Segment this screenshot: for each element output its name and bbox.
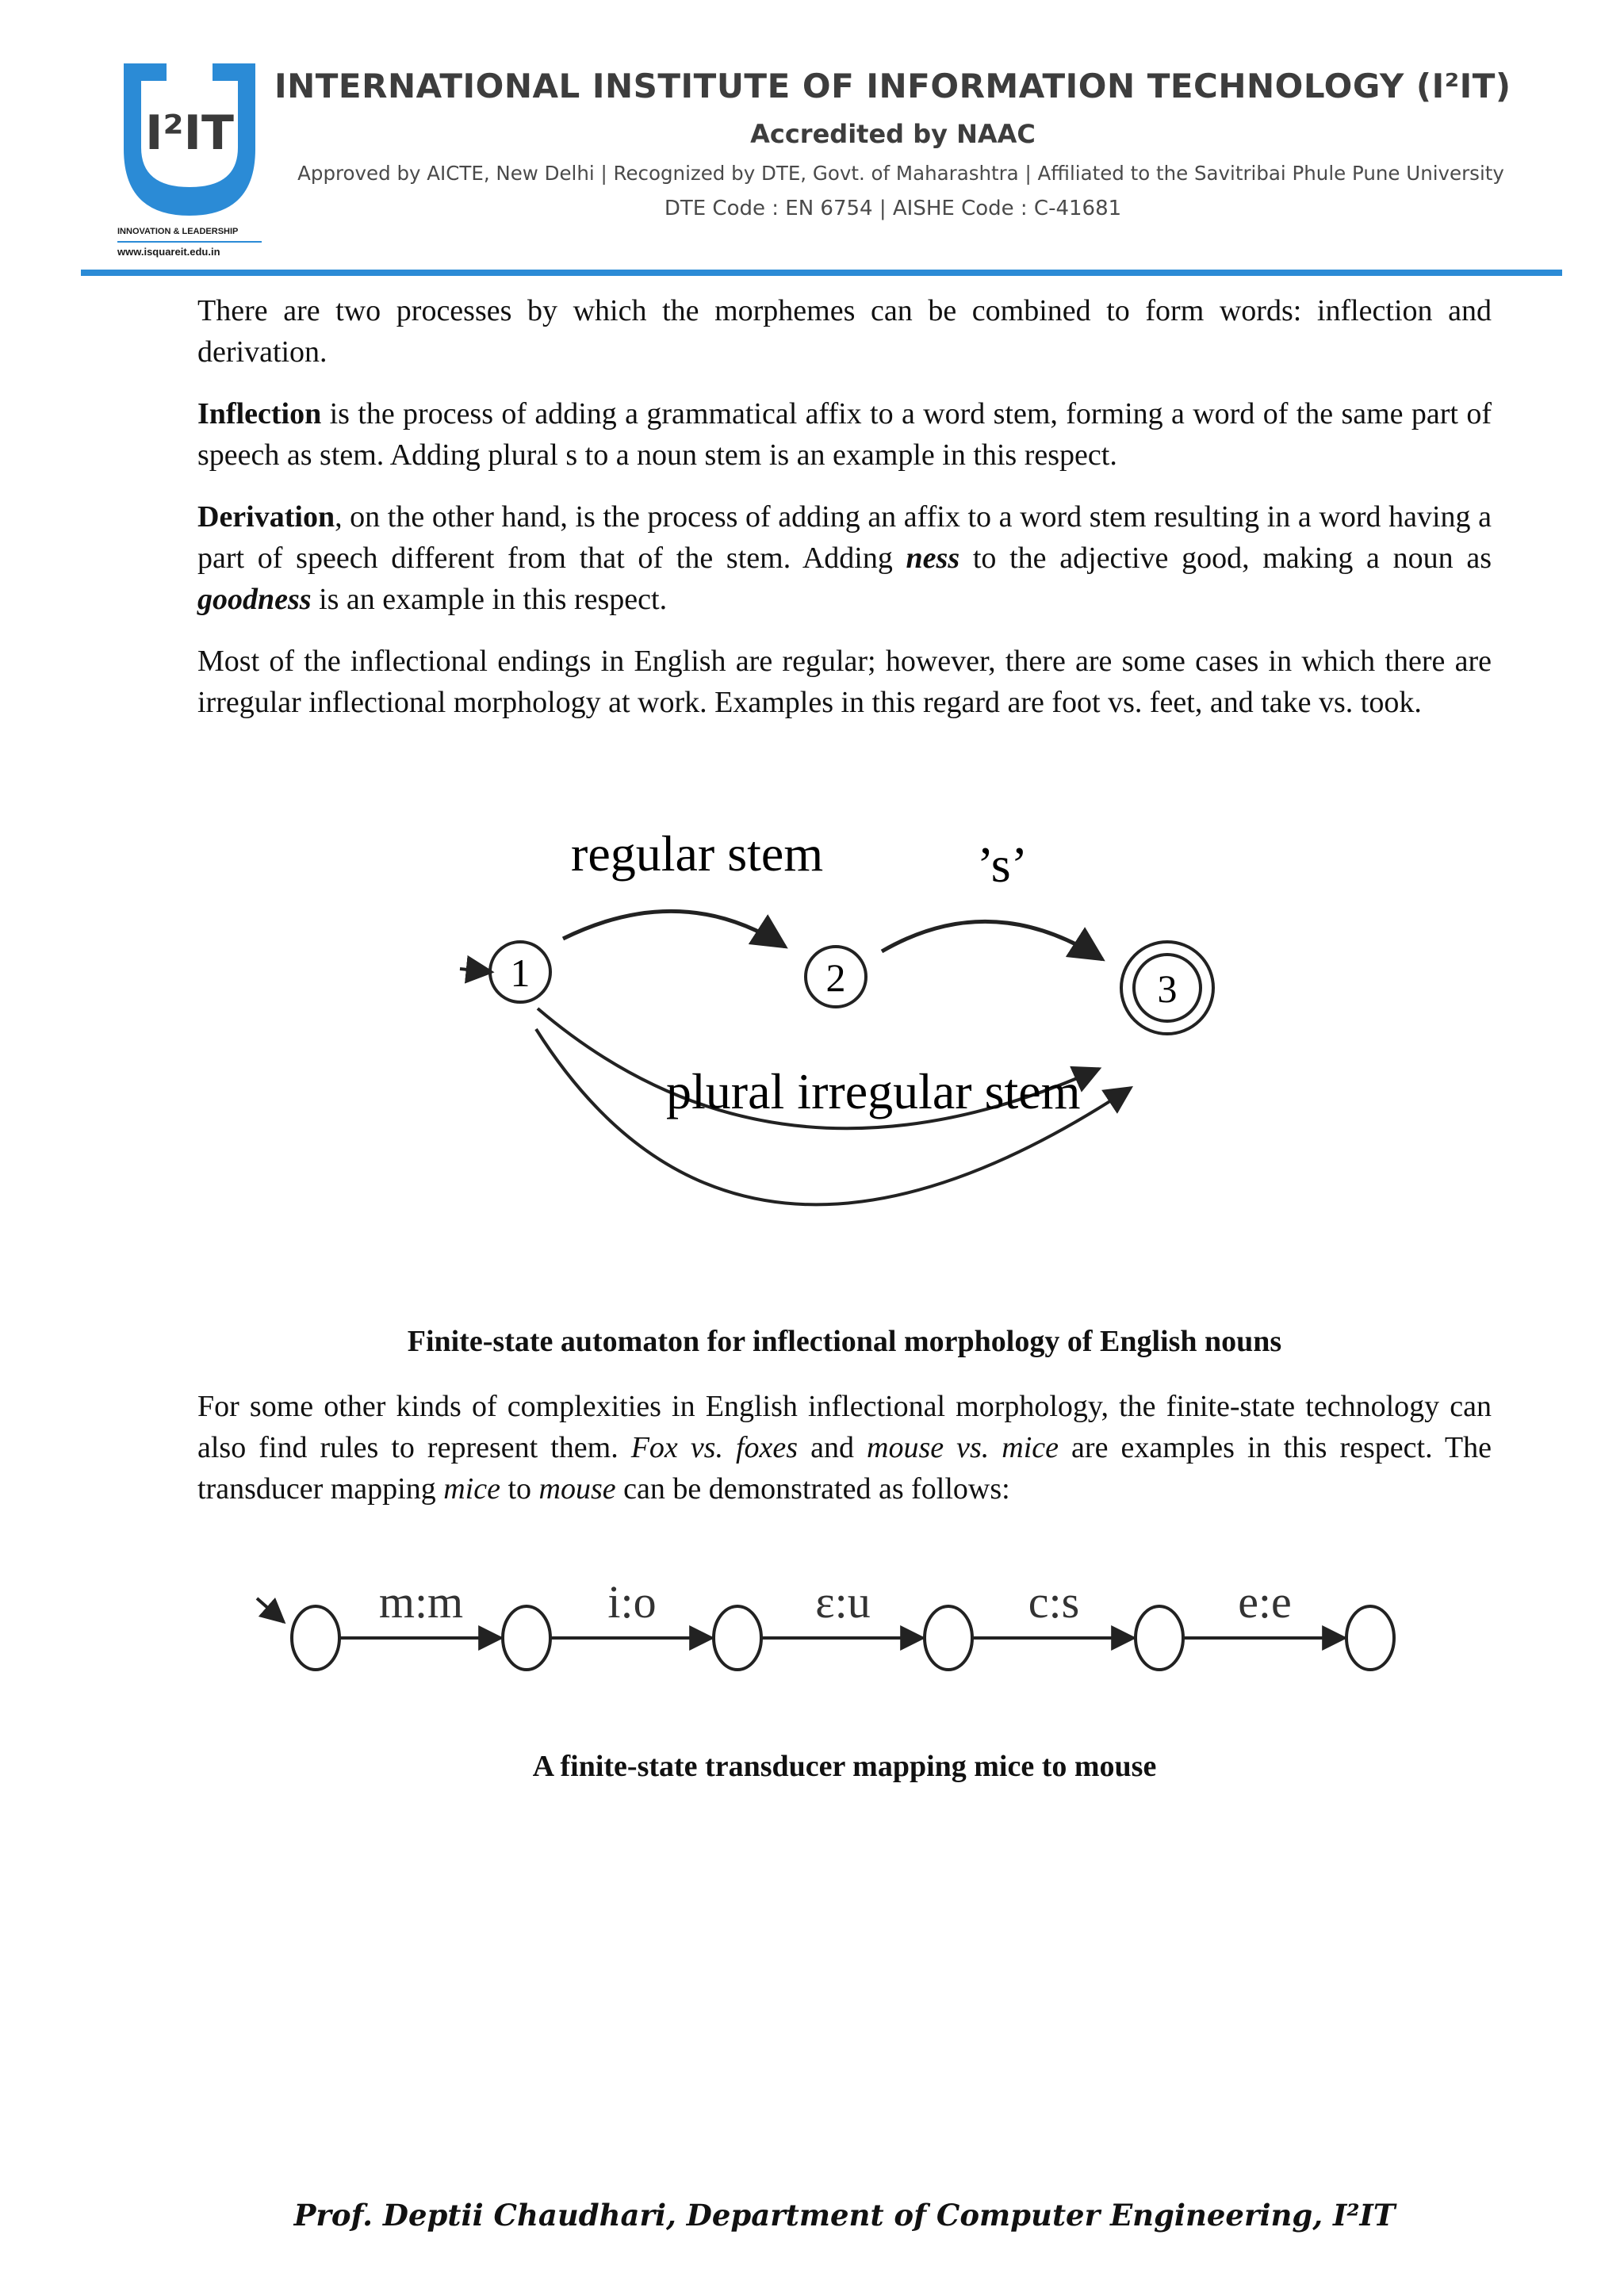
- complexities-paragraph: [197, 1386, 1492, 1510]
- state-1: [490, 942, 550, 1002]
- shield-logo-icon: [117, 60, 262, 219]
- derivation-text-1: , on the other hand, is the process of adding an affix to a word stem resulting in a word having a part of speech different from that of the stem. Adding: [197, 500, 1492, 575]
- fst-state-2: [503, 1606, 550, 1670]
- logo-url: www.isquareit.edu.in: [117, 246, 220, 258]
- state-3-final: [1121, 942, 1213, 1034]
- fst-caption: A finite-state transducer mapping mice to mouse: [532, 1750, 1157, 1783]
- complexities-text-3: are examples in this respect. The transducer mapping: [197, 1431, 1492, 1506]
- fst-diagram: [246, 1562, 1419, 1705]
- intro-paragraph: There are two processes by which the morphemes can be combined to form words: inflection and derivation.: [197, 294, 1492, 369]
- page-footer: Prof. Deptii Chaudhari, Department of Computer Engineering, I²IT: [293, 2198, 1396, 2233]
- approvals-line: Approved by AICTE, New Delhi | Recognized by DTE, Govt. of Maharashtra | Affiliated to the Savitribai Phule Pune University: [297, 162, 1504, 185]
- fsa-diagram: [444, 801, 1237, 1308]
- fst-label-4: c:s: [1028, 1576, 1080, 1628]
- label-plural-irregular-stem: plural irregular stem: [666, 1063, 1081, 1119]
- mouse-example: mouse vs. mice: [867, 1431, 1059, 1464]
- label-s: ’s’: [977, 836, 1028, 893]
- accreditation: Accredited by NAAC: [750, 119, 1036, 149]
- state-2: [806, 947, 866, 1007]
- edge-regular-stem: [563, 911, 785, 947]
- letterhead: [0, 0, 1624, 279]
- inflection-term: Inflection: [197, 397, 322, 430]
- fst-label-5: e:e: [1238, 1576, 1292, 1628]
- fst-state-3: [714, 1606, 761, 1670]
- header-divider: [81, 270, 1562, 276]
- fst-label-2: i:o: [607, 1576, 657, 1628]
- fst-state-6: [1346, 1606, 1394, 1670]
- institute-title: INTERNATIONAL INSTITUTE OF INFORMATION TECHNOLOGY (I²IT): [274, 67, 1511, 105]
- derivation-paragraph: [197, 496, 1492, 620]
- label-regular-stem: regular stem: [571, 825, 824, 882]
- goodness-word: goodness: [197, 583, 312, 616]
- edge-s: [882, 921, 1102, 959]
- complexities-text-4: to: [500, 1472, 539, 1506]
- fst-label-1: m:m: [378, 1576, 464, 1628]
- inflection-paragraph: [197, 393, 1492, 476]
- ness-word: ness: [906, 541, 960, 575]
- fst-state-5: [1136, 1606, 1183, 1670]
- fst-state-1: [292, 1606, 339, 1670]
- institute-codes: DTE Code : EN 6754 | AISHE Code : C-41681: [664, 197, 1122, 220]
- complexities-text-5: can be demonstrated as follows:: [615, 1472, 1010, 1506]
- complexities-text-2: and: [798, 1431, 867, 1464]
- logo-text: I²IT: [145, 105, 234, 161]
- irregular-paragraph: Most of the inflectional endings in English are regular; however, there are some cases in which there are irregular inflectional morphology at work. Examples in this regard are foot vs. feet, and take vs. took.: [197, 645, 1492, 719]
- mice-word: mice: [443, 1472, 500, 1506]
- complexities-text-1: For some other kinds of complexities in English inflectional morphology, the finite-state technology can also find rules to represent them.: [197, 1390, 1492, 1464]
- fst-label-3: ε:u: [815, 1576, 871, 1628]
- fst-start-arrow: [257, 1598, 284, 1622]
- start-arrow: [460, 969, 492, 972]
- derivation-text-3: is an example in this respect.: [311, 583, 668, 616]
- fst-state-4: [925, 1606, 972, 1670]
- fsa-caption: Finite-state automaton for inflectional morphology of English nouns: [407, 1325, 1282, 1358]
- svg-text:2: 2: [825, 955, 846, 1000]
- logo-tagline: INNOVATION & LEADERSHIP: [117, 227, 239, 236]
- svg-text:3: 3: [1157, 966, 1178, 1011]
- mouse-word: mouse: [538, 1472, 616, 1506]
- derivation-text-2: to the adjective good, making a noun as: [959, 541, 1492, 575]
- derivation-term: Derivation: [197, 500, 335, 534]
- logo-tagline-rule: [117, 241, 262, 243]
- fox-example: Fox vs. foxes: [630, 1431, 799, 1464]
- inflection-text: is the process of adding a grammatical affix to a word stem, forming a word of the same part of speech as stem. Adding plural s to a noun stem is an example in this respect.: [197, 397, 1492, 472]
- svg-text:1: 1: [510, 951, 530, 995]
